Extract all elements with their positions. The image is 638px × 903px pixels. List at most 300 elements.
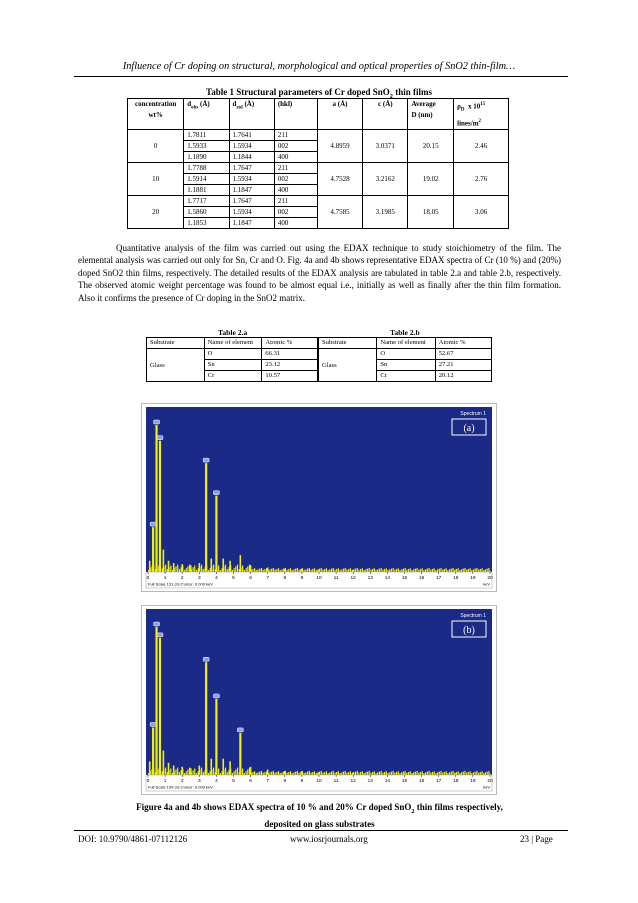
spectrum-noise [285,568,286,572]
spectrum-noise [252,772,253,775]
table2a [146,337,318,382]
spectrum-noise [399,773,400,775]
spectrum-noise [204,770,205,775]
spectrum-noise [240,567,241,572]
spectrum-noise [458,771,459,775]
spectrum-noise [266,771,267,775]
table1-cell-dobs: 1.1881 [184,185,229,196]
spectrum-noise [463,569,464,572]
spectrum-noise [314,771,315,775]
spectrum-noise [420,772,421,775]
figure-caption: Figure 4a and 4b shows EDAX spectra of 10 % and 20% Cr doped SnO$_2$ thin films respectively, deposited on glass substrates [136,802,503,829]
spectrum-noise [427,569,428,572]
spectrum-noise [483,570,484,572]
table2a-header-cell: Substrate [147,338,205,349]
spectrum-background [146,609,492,775]
table2a-cell-substrate: Glass [147,349,205,382]
spectrum-noise [428,568,429,572]
table1-caption: Table 1 Structural parameters of Cr doped SnO$_2$ thin films [206,87,432,100]
spectrum-noise [174,771,175,775]
spectrum-noise [264,569,265,572]
spectrum-noise [206,769,207,776]
spectrum-noise [452,568,453,572]
spectrum-noise [234,771,235,775]
spectrum-noise [254,771,255,775]
table1-header-a: a (Å) [317,99,362,130]
peak-label-marker [154,622,160,626]
spectrum-noise [175,566,176,572]
axis-tick-label: 6 [249,576,252,581]
spectrum-noise [304,773,305,775]
peak-label-marker [213,491,219,495]
spectrum-noise [157,567,158,572]
spectrum-noise [251,570,252,572]
spectrum-noise [300,569,301,572]
spectrum-noise [393,771,394,775]
axis-unit: keV [483,581,490,587]
table2b-cell-element: Sn [377,360,435,371]
spectrum-noise [273,771,274,775]
table2a-cell-element: Sn [204,360,262,371]
axis-tick-label: 1 [163,779,167,784]
spectrum-noise [312,569,313,572]
edax-spectrum-a [141,403,497,592]
peak-label-marker [150,722,156,726]
spectrum-noise [452,771,453,775]
footer-rule [74,830,568,831]
spectrum-noise [298,773,299,775]
spectrum-noise [257,569,258,572]
table2a-header-cell: Name of element [204,338,262,349]
spectrum-noise [300,772,301,775]
axis-tick-label: 5 [232,779,235,784]
table2a-cell-element: Cr [204,371,262,382]
spectrum-noise [418,570,419,572]
spectrum-noise [208,773,209,775]
spectrum-noise [235,769,236,775]
spectrum-noise [151,566,152,572]
spectrum-noise [375,773,376,775]
spectrum-noise [182,769,183,776]
axis-tick-label: 4 [215,779,218,784]
axis-tick-label: 17 [436,576,442,581]
table1-header-dobs: $d_{obs}$ (Å) [184,99,229,130]
spectrum-noise [363,773,364,775]
spectrum-noise [170,566,171,573]
spectrum-noise [382,570,383,572]
spectrum-noise [381,568,382,572]
spectrum-noise [442,773,443,775]
spectrum-noise [244,570,245,572]
spectrum-noise [324,772,325,775]
spectrum-noise [449,569,450,572]
spectrum-noise [386,771,387,775]
spectrum-noise [423,570,424,572]
spectrum-noise [263,773,264,775]
spectrum-noise [290,771,291,775]
spectrum-noise [160,773,161,775]
spectrum-noise [469,568,470,572]
spectrum-noise [184,773,185,775]
spectrum-noise [343,569,344,572]
spectrum-noise [235,566,236,572]
spectrum-noise [234,568,235,572]
table1-header-average-d: Average D (nm) [408,99,454,130]
spectrum-noise [278,568,279,572]
spectrum-noise [406,773,407,775]
spectrum-noise [151,769,152,775]
spectrum-noise [466,773,467,775]
spectrum-noise [401,772,402,775]
spectrum-peak [155,425,157,572]
axis-tick-label: 0 [146,779,150,784]
table1-cell-concentration: 20 [128,196,184,229]
edax-spectrum-a-plot [142,404,496,591]
spectrum-noise [355,772,356,775]
spectrum-noise [249,768,250,775]
spectrum-noise [218,566,219,573]
spectrum-noise [408,772,409,775]
table1-cell-dobs: 1.7788 [184,163,229,174]
table1-header-hkl: (hkl) [274,99,317,130]
spectrum-noise [475,569,476,572]
axis-tick-label: 9 [300,576,304,581]
spectrum-noise [158,769,159,776]
table1-cell-dobs: 1.5933 [184,141,229,152]
spectrum-noise [396,772,397,775]
spectrum-noise [223,566,224,572]
axis-tick-label: 15 [401,779,408,784]
axis-tick-label: 2 [180,576,184,581]
spectrum-noise [287,570,288,572]
spectrum-noise [357,771,358,775]
spectrum-noise [415,569,416,572]
table1-cell-hkl: 002 [274,207,317,218]
footer-site: www.iosrjournals.org [290,834,368,844]
spectrum-noise [408,569,409,572]
spectrum-noise [172,773,173,775]
table1-cell-dstd: 1.7647 [229,163,274,174]
spectrum-peak [215,496,217,572]
spectrum-noise [179,772,180,775]
spectrum-noise [333,771,334,775]
spectrum-noise [309,771,310,775]
spectrum-noise [216,567,217,572]
table1-cell-rho: 3.06 [454,196,509,229]
spectrum-noise [163,566,164,572]
spectrum-noise [487,772,488,775]
spectrum-noise [186,771,187,775]
axis-tick-label: 2 [180,779,184,784]
spectrum-noise [350,771,351,775]
table1-cell-dstd: 1.7641 [229,130,274,141]
spectrum-noise [405,771,406,775]
spectrum-noise [449,772,450,775]
axis-tick-label: 5 [232,576,235,581]
axis-tick-label: 12 [350,779,356,784]
table1-cell-hkl: 211 [274,130,317,141]
spectrum-noise [165,565,166,572]
spectrum-noise [295,569,296,572]
axis-tick-label: 18 [453,779,459,784]
spectrum-noise [208,570,209,572]
spectrum-noise [163,769,164,775]
table1-row [128,130,509,141]
spectrum-noise [399,570,400,572]
spectrum-noise [242,769,243,776]
spectrum-noise [283,772,284,775]
peak-label-marker [157,436,163,440]
spectrum-noise [180,567,181,572]
spectrum-noise [415,772,416,775]
spectrum-noise [442,570,443,572]
spectrum-noise [394,570,395,572]
spectrum-noise [203,772,204,775]
spectrum-noise [309,568,310,572]
spectrum-noise [458,568,459,572]
spectrum-noise [434,771,435,775]
spectrum-noise [170,769,171,776]
table2b-label: Table 2.b [390,328,420,337]
axis-tick-label: 13 [367,779,373,784]
spectrum-noise [488,771,489,775]
axis-tick-label: 19 [470,779,476,784]
spectrum-peak [215,699,217,775]
spectrum-noise [155,772,156,775]
spectrum-noise [340,570,341,572]
spectrum-noise [293,569,294,572]
spectrum-noise [199,566,200,572]
spectrum-noise [461,569,462,572]
spectrum-noise [211,566,212,572]
table1-cell-c: 3.1985 [363,196,408,229]
spectrum-noise [150,568,151,572]
spectrum-noise [227,772,228,775]
spectrum-noise [169,567,170,572]
spectrum-noise [464,568,465,572]
spectrum-noise [192,567,193,572]
axis-tick-label: 12 [350,576,356,581]
spectrum-peak [239,733,241,775]
spectrum-noise [297,771,298,775]
peak-label-marker [157,633,163,637]
spectrum-noise [456,569,457,572]
spectrum-noise [473,772,474,775]
spectrum-noise [463,772,464,775]
table2a-cell-atomic: 66.31 [262,349,318,360]
spectrum-noise [252,569,253,572]
spectrum-noise [389,772,390,775]
spectrum-noise [351,570,352,572]
table2b-cell-atomic: 20.12 [435,371,491,382]
spectrum-noise [451,772,452,775]
spectrum-noise [237,565,238,572]
spectrum-noise [162,771,163,775]
spectrum-noise [405,568,406,572]
table1-header-dstd: $d_{std}$ (Å) [229,99,274,130]
spectrum-footer: Full Scale 109 cts Cursor: 0.000 keV [148,784,213,790]
spectrum-noise [268,773,269,775]
spectrum-noise [307,569,308,572]
table1-cell-hkl: 211 [274,163,317,174]
axis-tick-label: 1 [163,576,167,581]
spectrum-noise [425,569,426,572]
spectrum-noise [377,772,378,775]
spectrum-noise [422,771,423,775]
spectrum-noise [201,768,202,775]
axis-tick-label: 18 [453,576,459,581]
spectrum-noise [447,773,448,775]
spectrum-noise [334,773,335,775]
table1-header-concentration: concentration wt% [128,99,184,130]
spectrum-noise [413,569,414,572]
spectrum-noise [179,569,180,572]
spectrum-noise [239,772,240,775]
spectrum-noise [384,772,385,775]
axis-tick-label: 17 [436,779,442,784]
table1-cell-hkl: 211 [274,196,317,207]
spectrum-noise [478,570,479,572]
spectrum-noise [239,569,240,572]
spectrum-noise [326,771,327,775]
spectrum-noise [187,566,188,572]
peak-label-marker [213,694,219,698]
spectrum-noise [302,771,303,775]
spectrum-noise [220,570,221,572]
spectrum-noise [358,773,359,775]
spectrum-noise [150,771,151,775]
spectrum-noise [210,568,211,572]
spectrum-noise [454,570,455,572]
table2a-label: Table 2.a [218,328,248,337]
spectrum-noise [346,570,347,572]
spectrum-noise [374,568,375,572]
spectrum-noise [276,772,277,775]
spectrum-noise [396,569,397,572]
table1-header-c: c (Å) [363,99,408,130]
body-paragraph [78,242,561,304]
spectrum-noise [427,772,428,775]
spectrum-label: Spectrum 1 [460,411,486,417]
table1-cell-dstd: 1.5934 [229,174,274,185]
header-rule [74,76,568,77]
spectrum-noise [263,570,264,572]
spectrum-noise [321,568,322,572]
spectrum-noise [155,569,156,572]
spectrum-noise [292,773,293,775]
spectrum-noise [481,568,482,572]
spectrum-noise [174,568,175,572]
spectrum-noise [398,771,399,775]
table1-cell-hkl: 002 [274,174,317,185]
table2a-cell-atomic: 10.57 [262,371,318,382]
spectrum-noise [268,570,269,572]
edax-spectrum-b [141,605,497,795]
spectrum-noise [435,570,436,572]
spectrum-noise [278,771,279,775]
spectrum-noise [324,569,325,572]
spectrum-noise [269,772,270,775]
spectrum-noise [328,570,329,572]
spectrum-noise [228,770,229,775]
spectrum-noise [317,569,318,572]
axis-tick-label: 15 [401,576,408,581]
spectrum-noise [444,772,445,775]
spectrum-noise [215,772,216,775]
spectrum-noise [377,569,378,572]
table1-cell-average-d: 18.05 [408,196,454,229]
spectrum-noise [203,569,204,572]
spectrum-noise [384,569,385,572]
spectrum-noise [177,768,178,775]
spectrum-noise [480,772,481,775]
spectrum-noise [269,569,270,572]
spectrum-noise [478,773,479,775]
spectrum-noise [387,773,388,775]
spectrum-noise [350,568,351,572]
spectrum-noise [162,568,163,572]
spectrum-noise [225,565,226,572]
spectrum-noise [351,773,352,775]
running-header: Influence of Cr doping on structural, morphological and optical properties of SnO2 thin-film… [122,61,516,72]
spectrum-peak [205,662,207,775]
axis-tick-label: 20 [487,576,493,581]
spectrum-noise [432,772,433,775]
table1-cell-average-d: 19.02 [408,163,454,196]
spectrum-noise [167,569,168,572]
axis-tick-label: 7 [266,779,270,784]
spectrum-noise [290,568,291,572]
spectrum-noise [222,771,223,775]
table1-cell-a: 4.7528 [317,163,362,196]
spectrum-noise [432,569,433,572]
axis-tick-label: 13 [367,576,373,581]
spectrum-noise [381,771,382,775]
spectrum-noise [275,570,276,572]
spectrum-noise [194,566,195,573]
axis-tick-label: 14 [384,576,391,581]
spectrum-noise [428,771,429,775]
axis-tick-label: 16 [418,576,425,581]
spectrum-noise [406,570,407,572]
spectrum-noise [345,771,346,775]
spectrum-noise [192,770,193,775]
spectrum-noise [167,772,168,775]
footer-doi: DOI: 10.9790/4861-07112126 [78,834,188,844]
spectrum-noise [213,565,214,572]
spectrum-noise [257,772,258,775]
table1-cell-a: 4.8959 [317,130,362,163]
spectrum-noise [222,568,223,572]
spectrum-noise [169,770,170,775]
spectrum-noise [259,772,260,775]
spectrum-noise [314,568,315,572]
spectrum-noise [331,772,332,775]
spectrum-noise [456,772,457,775]
table1-cell-rho: 2.46 [454,130,509,163]
peak-label-marker [237,728,243,732]
table1-cell-c: 3.2162 [363,163,408,196]
spectrum-noise [346,773,347,775]
spectrum-noise [175,769,176,775]
spectrum-noise [353,772,354,775]
table1-cell-dstd: 1.1847 [229,185,274,196]
spectrum-noise [287,773,288,775]
spectrum-noise [261,568,262,572]
spectrum-peak [159,638,161,775]
spectrum-noise [305,772,306,775]
spectrum-noise [242,566,243,573]
